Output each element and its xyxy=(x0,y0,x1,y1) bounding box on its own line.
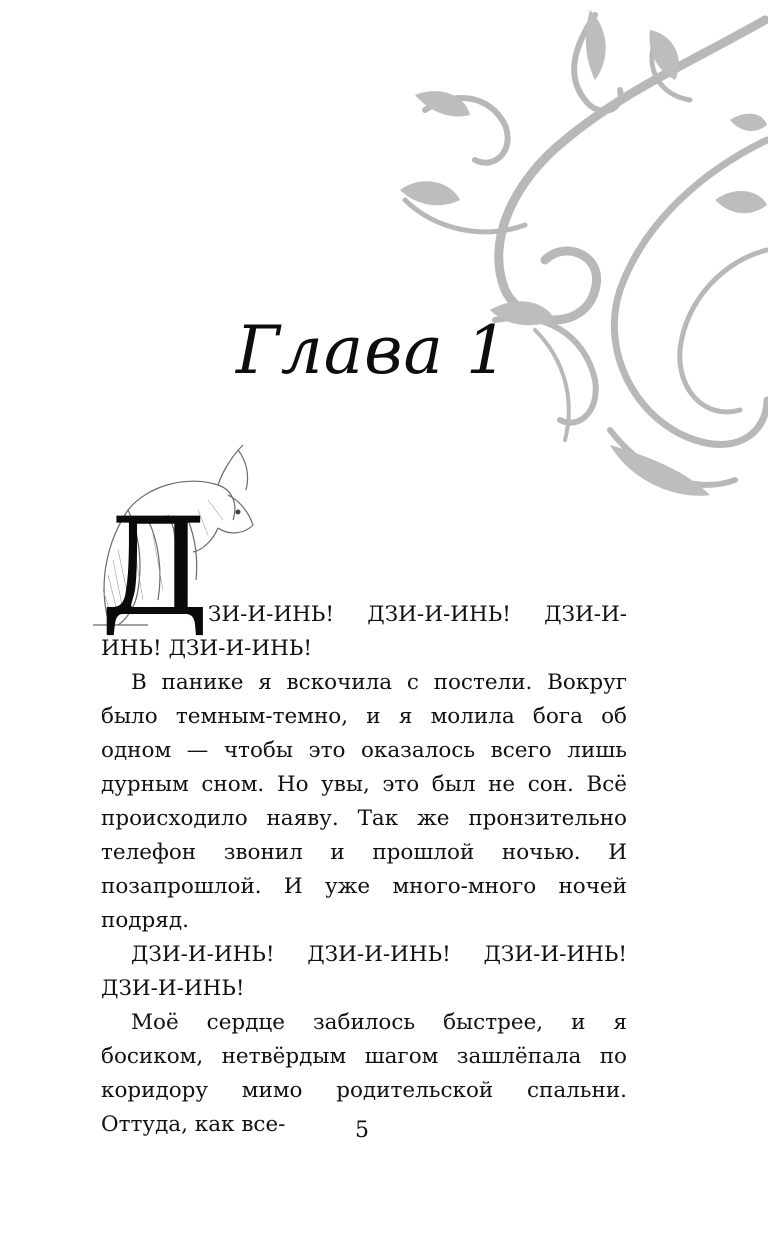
paragraph-4: Моё сердце забилось быстрее, и я босиком, нетвёрдым шагом зашлёпала по коридору мимо родительской спальни. Оттуда, как все- xyxy=(101,1010,627,1137)
floral-swirl-ornament xyxy=(395,0,768,505)
drop-cap: Д xyxy=(100,489,210,646)
paragraph-2: В панике я вскочила с постели. Вокруг было темным-темно, и я молила бога об одном — чтобы это оказалось всего лишь дурным сном. Но увы, это был не сон. Всё происходило наяву. Так же пронзительно телефон звонил и прошлой ночью. И позапрошлой. И уже много-много ночей подряд. xyxy=(101,670,627,933)
paragraph-1-continuation: ИНЬ! ДЗИ-И-ИНЬ! xyxy=(101,636,312,661)
paragraph-3: ДЗИ-И-ИНЬ! ДЗИ-И-ИНЬ! ДЗИ-И-ИНЬ! ДЗИ-И-ИНЬ! xyxy=(101,942,627,1001)
chapter-title-text: Глава 1 xyxy=(236,312,509,389)
chapter-title xyxy=(236,312,509,389)
page-number: 5 xyxy=(355,1118,369,1143)
first-line-text: ЗИ-И-ИНЬ! ДЗИ-И-ИНЬ! ДЗИ-И- xyxy=(208,602,627,627)
body-text xyxy=(101,632,627,1142)
